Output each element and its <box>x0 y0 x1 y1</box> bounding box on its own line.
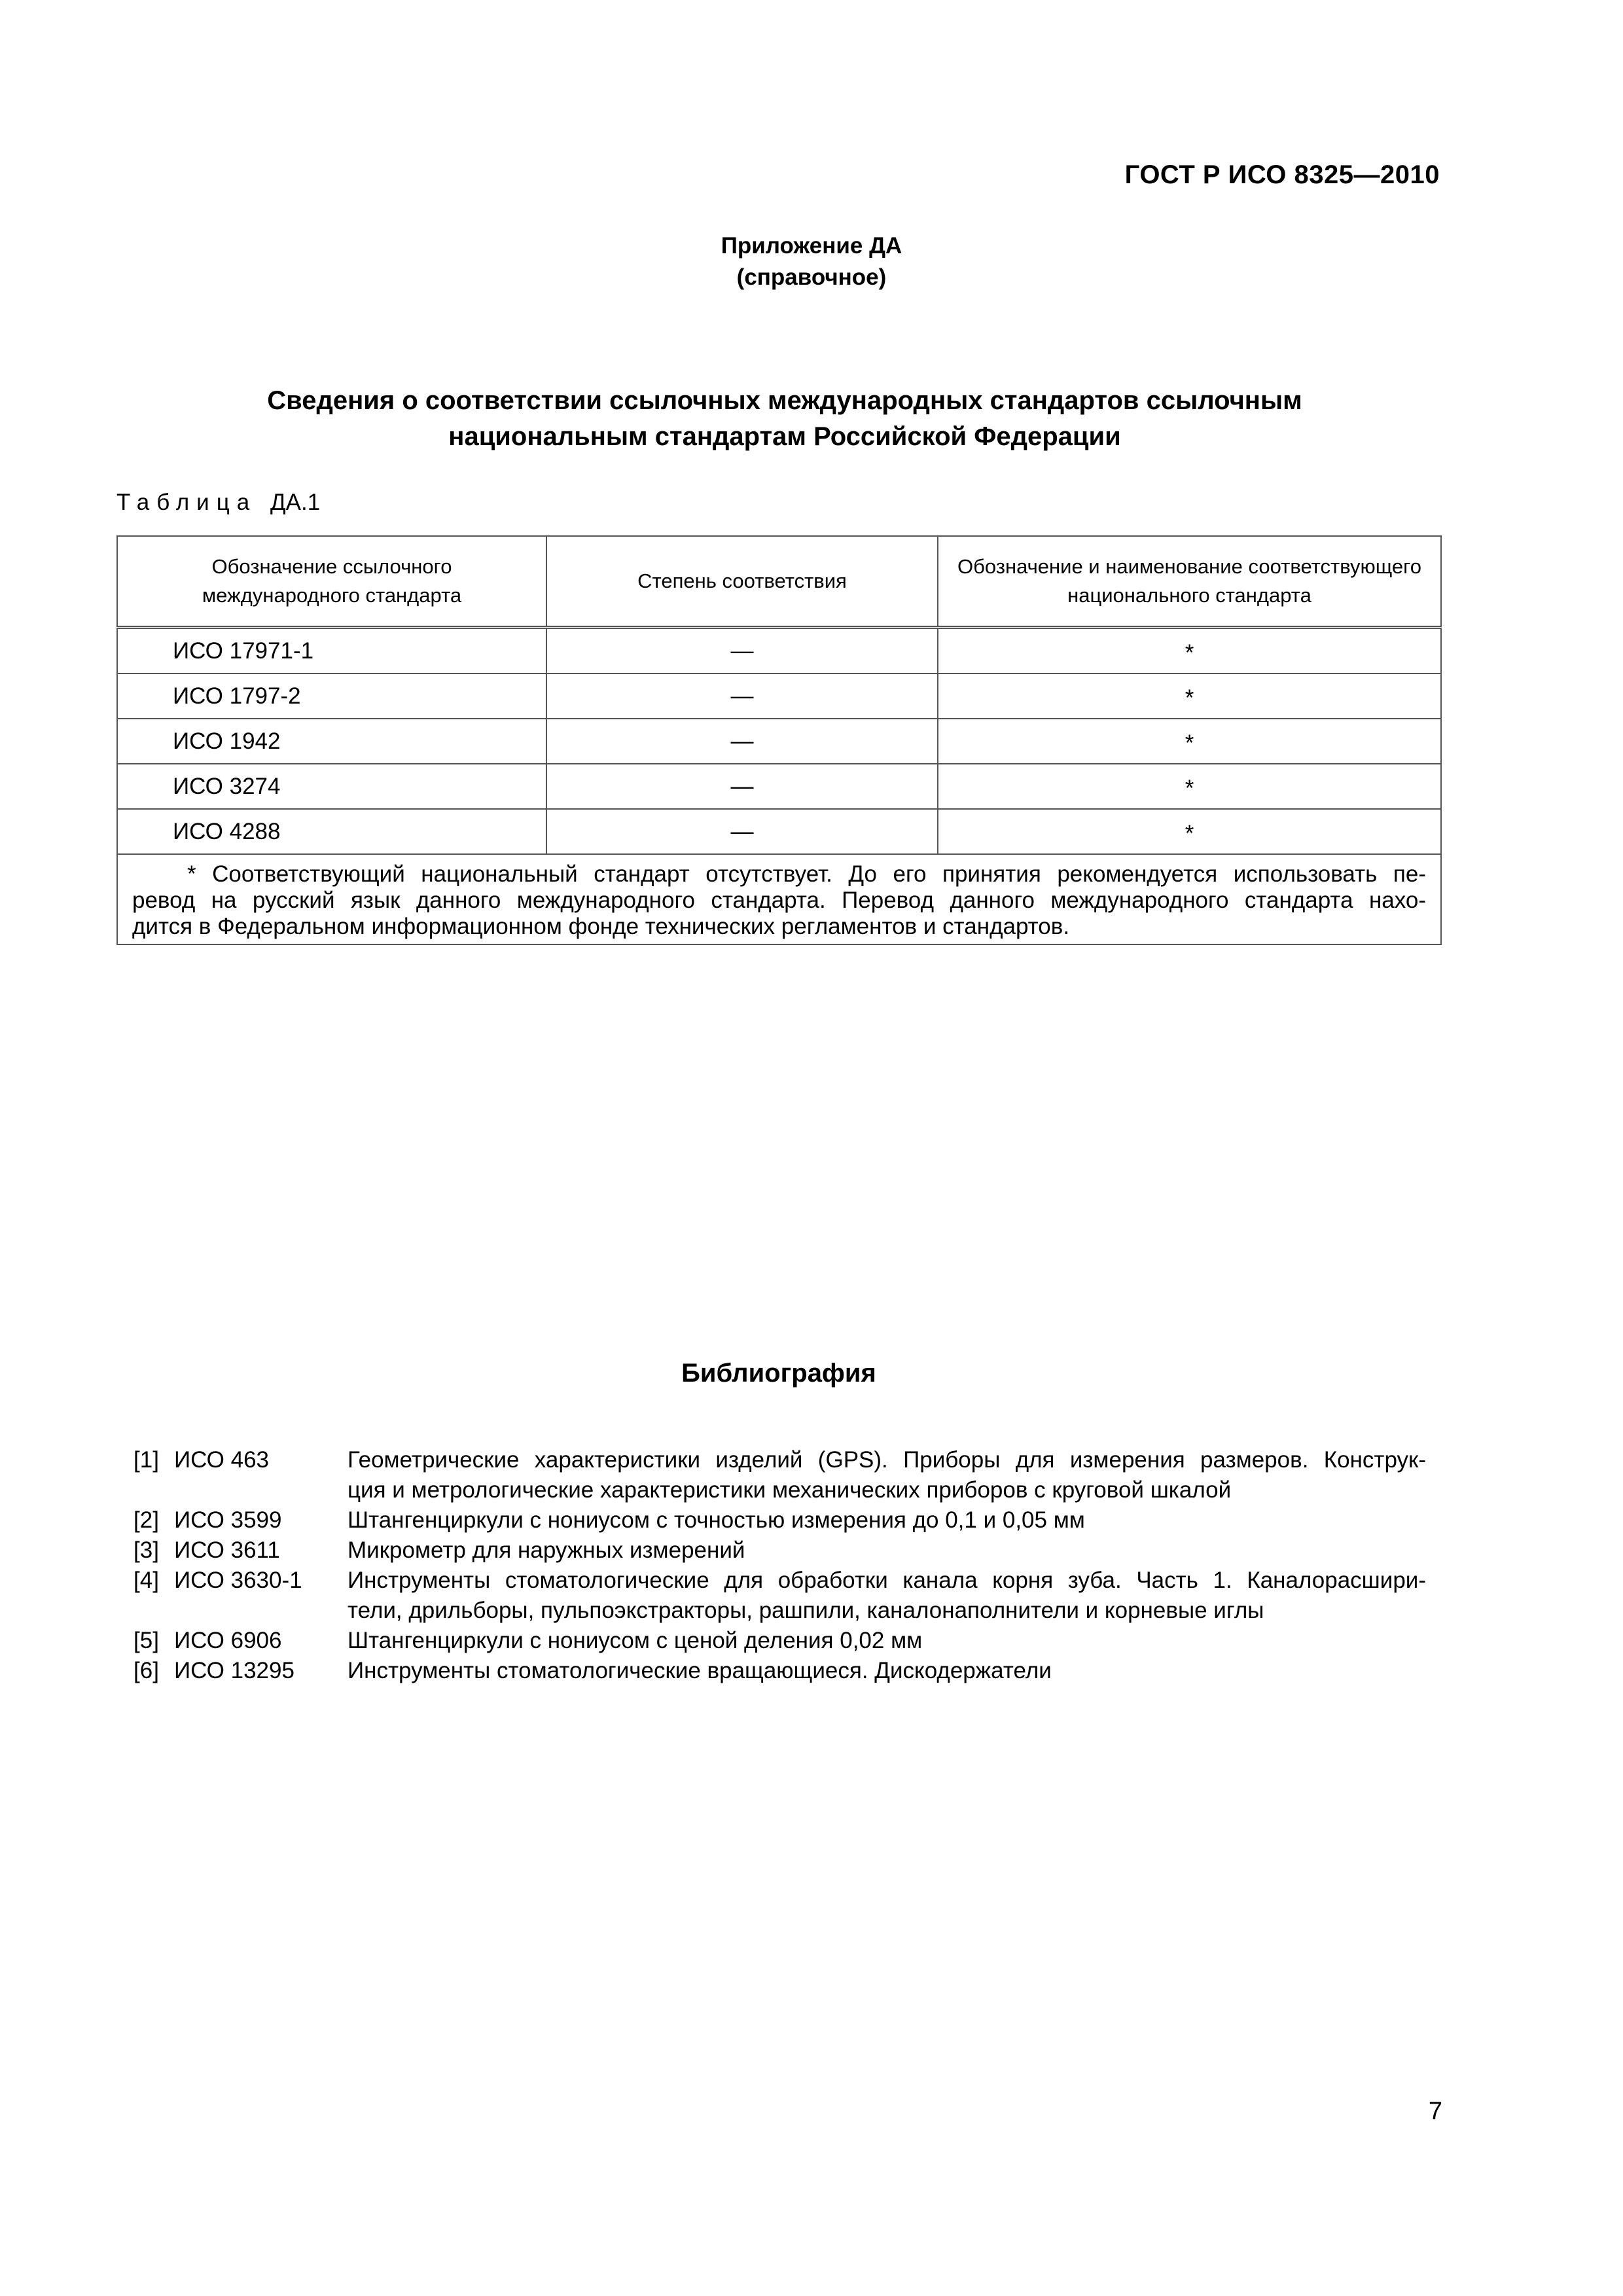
cell-standard: ИСО 1942 <box>117 719 546 764</box>
bib-number: [6] <box>134 1658 159 1683</box>
bibliography-item <box>134 1566 1426 1626</box>
section-title-line1: Сведения о соответствии ссылочных международных стандартов ссылочным <box>267 386 1302 415</box>
bibliography-list <box>134 1445 1426 1686</box>
cell-degree: — <box>546 809 938 854</box>
table-row <box>117 628 1441 674</box>
table-row <box>117 719 1441 764</box>
bibliography-title: Библиография <box>681 1359 876 1388</box>
bibliography-item <box>134 1626 1426 1656</box>
table-note-line: ревод на русский язык данного международного стандарта. Перевод данного международного стандарта нахо- <box>132 888 1426 913</box>
table-row <box>117 764 1441 809</box>
correspondence-table <box>116 535 1442 945</box>
bib-number: [5] <box>134 1628 159 1653</box>
bib-number: [4] <box>134 1568 159 1593</box>
document-code: ГОСТ Р ИСО 8325—2010 <box>1124 160 1440 189</box>
table-row <box>117 809 1441 854</box>
annex-title: Приложение ДА <box>721 233 902 259</box>
bib-title-line: Штангенциркули с нониусом с точностью измерения до 0,1 и 0,05 мм <box>348 1507 1085 1533</box>
cell-degree: — <box>546 673 938 719</box>
cell-degree: — <box>546 628 938 674</box>
bibliography-item <box>134 1445 1426 1505</box>
page-number: 7 <box>1428 2098 1442 2125</box>
table-header-row <box>117 536 1441 628</box>
cell-national: * <box>938 673 1441 719</box>
cell-national: * <box>938 764 1441 809</box>
annex-heading <box>0 230 1623 293</box>
table-row <box>117 673 1441 719</box>
cell-standard: ИСО 1797-2 <box>117 673 546 719</box>
table-note-row <box>117 854 1441 944</box>
cell-national: * <box>938 719 1441 764</box>
cell-standard: ИСО 3274 <box>117 764 546 809</box>
bib-reference: ИСО 3599 <box>174 1507 282 1533</box>
table-note-line: * Соответствующий национальный стандарт отсутствует. До его принятия рекомендуется использовать пе- <box>187 861 1426 887</box>
bib-title-line: ция и метрологические характеристики механических приборов с круговой шкалой <box>348 1477 1232 1503</box>
section-title <box>0 383 1569 455</box>
bib-reference: ИСО 463 <box>174 1447 270 1473</box>
bib-title-line: Штангенциркули с нониусом с ценой деления 0,02 мм <box>348 1628 923 1653</box>
cell-standard: ИСО 17971-1 <box>117 628 546 674</box>
cell-standard: ИСО 4288 <box>117 809 546 854</box>
bib-title-line: Геометрические характеристики изделий (GPS). Приборы для измерения размеров. Конструк- <box>348 1447 1426 1473</box>
annex-subtitle: (справочное) <box>736 264 887 290</box>
header-degree: Степень соответствия <box>546 536 938 628</box>
bib-number: [1] <box>134 1447 159 1473</box>
bib-reference: ИСО 3630-1 <box>174 1568 302 1593</box>
bib-title-line: тели, дрильборы, пульпоэкстракторы, рашпили, каналонаполнители и корневые иглы <box>348 1598 1264 1623</box>
bib-title-line: Инструменты стоматологические для обработки канала корня зуба. Часть 1. Каналорасшири- <box>348 1568 1426 1593</box>
table-note-line: дится в Федеральном информационном фонде технических регламентов и стандартов. <box>132 914 1070 939</box>
bib-reference: ИСО 13295 <box>174 1658 294 1683</box>
header-international-standard: Обозначение ссылочного международного стандарта <box>117 536 546 628</box>
bib-title-line: Микрометр для наружных измерений <box>348 1537 745 1563</box>
section-title-line2: национальным стандартам Российской Федерации <box>448 422 1121 451</box>
bibliography-item <box>134 1505 1426 1535</box>
bib-reference: ИСО 6906 <box>174 1628 282 1653</box>
bib-number: [2] <box>134 1507 159 1533</box>
table-note <box>117 854 1441 944</box>
cell-national: * <box>938 809 1441 854</box>
bib-number: [3] <box>134 1537 159 1563</box>
table-label-prefix: Таблица <box>116 490 257 515</box>
cell-degree: — <box>546 764 938 809</box>
bibliography-item <box>134 1535 1426 1566</box>
cell-national: * <box>938 628 1441 674</box>
bibliography-item <box>134 1656 1426 1686</box>
cell-degree: — <box>546 719 938 764</box>
header-national-standard: Обозначение и наименование соответствующего национального стандарта <box>938 536 1441 628</box>
table-label-number: ДА.1 <box>270 490 321 515</box>
bib-reference: ИСО 3611 <box>174 1537 280 1563</box>
table-label <box>116 490 320 516</box>
bib-title-line: Инструменты стоматологические вращающиеся. Дискодержатели <box>348 1658 1052 1683</box>
